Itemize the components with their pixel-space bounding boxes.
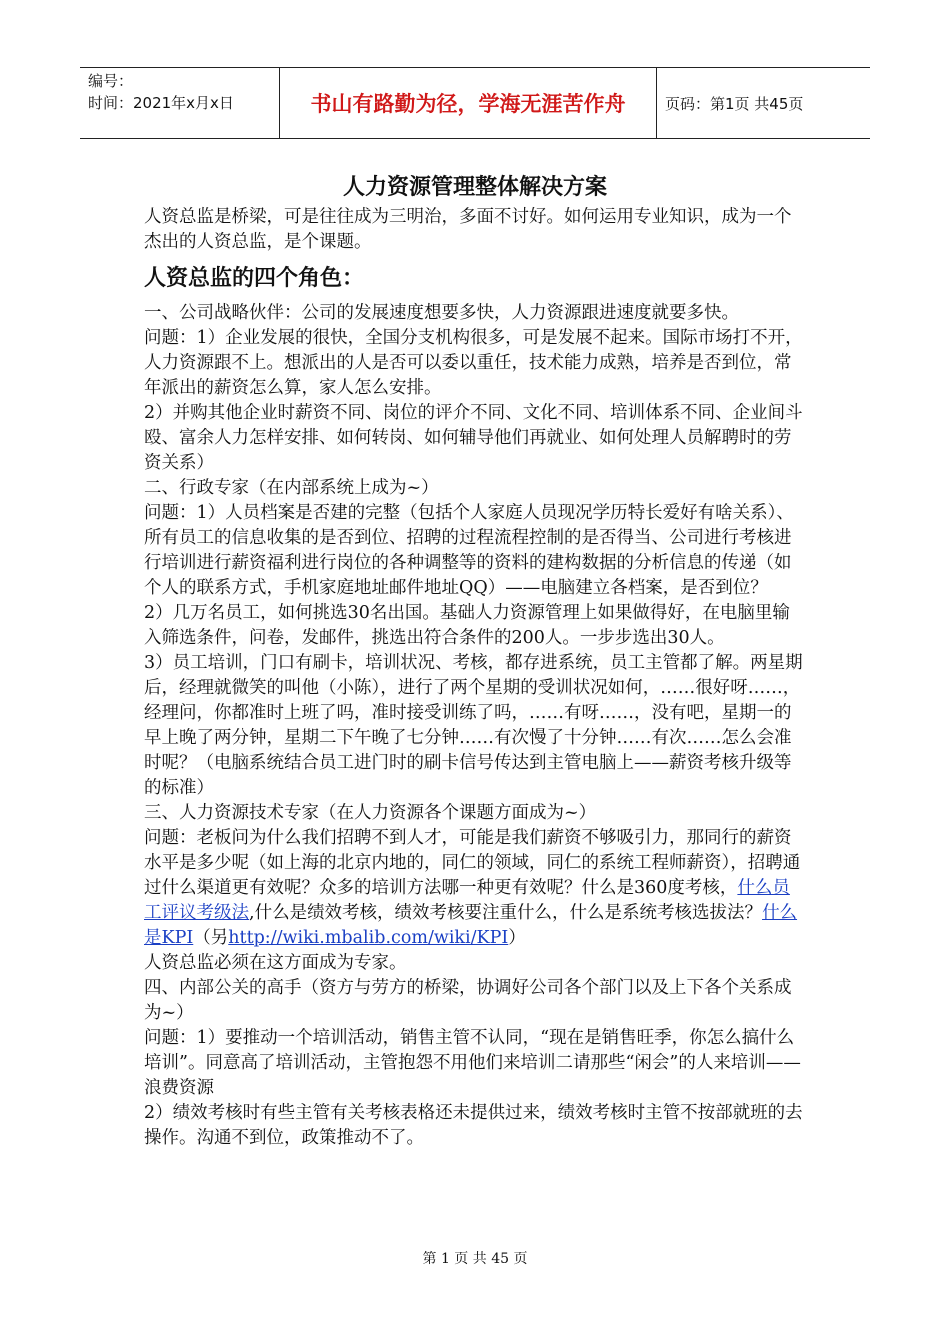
paragraph: 一、公司战略伙伴：公司的发展速度想要多快，人力资源跟进速度就要多快。 xyxy=(144,303,739,323)
paragraph: 四、内部公关的高手（资方与劳方的桥梁，协调好公司各个部门以及上下各个关系成为~） xyxy=(144,978,792,1023)
text-run: ） xyxy=(508,928,526,948)
link-what-is-kpi[interactable]: 什么是KPI xyxy=(144,903,798,948)
page-footer: 第 1 页 共 45 页 xyxy=(422,1251,528,1267)
paragraph: 问题：1）企业发展的很快，全国分支机构很多，可是发展不起来。国际市场打不开，人力资源跟不上。想派出的人是否可以委以重任，技术能力成熟，培养是否到位，常年派出的薪资怎么算，家人怎么安排。 xyxy=(144,328,803,398)
header-motto: 书山有路勤为径，学海无涯苦作舟 xyxy=(280,68,657,138)
intro-paragraph: 人资总监是桥梁，可是往往成为三明治，多面不讨好。如何运用专业知识，成为一个杰出的人资总监，是个课题。 xyxy=(144,207,792,252)
time-label: 时间：2021年x月x日 xyxy=(88,94,234,112)
paragraph-with-links xyxy=(144,826,804,951)
number-label: 编号： xyxy=(88,72,134,90)
paragraph: 2）绩效考核时有些主管有关考核表格还未提供过来，绩效考核时主管不按部就班的去操作。沟通不到位，政策推动不了。 xyxy=(144,1103,803,1148)
paragraph: 问题：1）人员档案是否建的完整（包括个人家庭人员现况学历特长爱好有啥关系）、所有员工的信息收集的是否到位、招聘的过程流程控制的是否得当、公司进行考核进行培训进行薪资福利进行岗位的各种调整等的资料的建构数据的分析信息的传递（如个人的联系方式，手机家庭地址邮件地址QQ）——电脑建立各档案，是否到位？ xyxy=(144,503,794,598)
header-meta xyxy=(80,68,280,138)
link-employee-rating[interactable]: 什么员工评议考级法 xyxy=(144,878,790,923)
link-kpi-url[interactable]: http://wiki.mbalib.com/wiki/KPI xyxy=(228,928,509,948)
paragraph: 2）并购其他企业时薪资不同、岗位的评介不同、文化不同、培训体系不同、企业间斗殴、富余人力怎样安排、如何转岗、如何辅导他们再就业、如何处理人员解聘时的劳资关系） xyxy=(144,403,803,473)
paragraph: 问题：1）要推动一个培训活动，销售主管不认同，“现在是销售旺季，你怎么搞什么培训”。同意高了培训活动，主管抱怨不用他们来培训二请那些“闲会”的人来培训——浪费资源 xyxy=(144,1028,801,1098)
paragraph: 人资总监必须在这方面成为专家。 xyxy=(144,953,407,973)
text-run: 问题：老板问为什么我们招聘不到人才，可能是我们薪资不够吸引力，那同行的薪资水平是多少呢（如上海的北京内地的，同仁的领域，同仁的系统工程师薪资），招聘通过什么渠道更有效呢？众多的培训方法哪一种更有效呢？什么是360度考核， xyxy=(144,828,801,898)
text-run: ,什么是绩效考核，绩效考核要注重什么，什么是系统考核选拔法？ xyxy=(249,903,763,923)
document-title: 人力资源管理整体解决方案 xyxy=(342,175,607,200)
document-body xyxy=(144,205,804,1151)
page-header xyxy=(80,67,870,139)
paragraph: 2）几万名员工，如何挑选30名出国。基础人力资源管理上如果做得好，在电脑里输入筛选条件，问卷，发邮件，挑选出符合条件的200人。一步步选出30人。 xyxy=(144,603,790,648)
paragraph: 二、行政专家（在内部系统上成为~） xyxy=(144,478,439,498)
text-run: （另 xyxy=(193,928,229,948)
header-page-number: 页码：第1页 共45页 xyxy=(665,94,804,113)
paragraph: 3）员工培训，门口有刷卡，培训状况、考核，都存进系统，员工主管都了解。两星期后，经理就微笑的叫他（小陈），进行了两个星期的受训状况如何，……很好呀……，经理问，你都准时上班了吗，准时接受训练了吗，……有呀……，没有吧，星期一的早上晚了两分钟，星期二下午晚了七分钟……有次慢了十分钟……有次……怎么会准时呢？（电脑系统结合员工进门时的刷卡信号传达到主管电脑上——薪资考核升级等的标准） xyxy=(144,653,803,798)
roles-heading: 人资总监的四个角色： xyxy=(144,266,365,291)
paragraph: 三、人力资源技术专家（在人力资源各个课题方面成为~） xyxy=(144,803,597,823)
